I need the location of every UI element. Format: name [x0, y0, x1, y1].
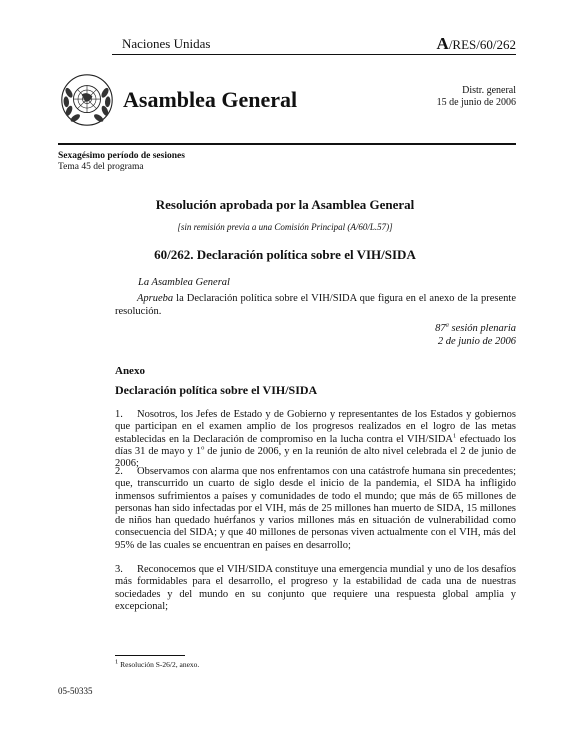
plenary-session	[435, 323, 516, 348]
symbol-prefix: A	[436, 34, 449, 53]
declaration-title: 60/262. Declaración política sobre el VIH/SIDA	[154, 247, 416, 262]
paragraph-1	[115, 409, 516, 470]
plenary-date: 2 de junio de 2006	[437, 335, 516, 347]
footnote	[115, 660, 199, 669]
document-symbol	[437, 34, 516, 54]
footnote-ref: 1	[453, 432, 457, 440]
distribution-label: Distr. general	[462, 85, 516, 96]
approves-paragraph	[115, 293, 516, 318]
footnote-rule	[115, 655, 185, 656]
paragraph-number: 2.	[115, 466, 123, 477]
title-rule	[58, 143, 516, 145]
plenary-number: 87	[435, 323, 446, 334]
assembly-title: Asamblea General	[123, 87, 298, 112]
agenda-item: Tema 45 del programa	[58, 162, 144, 172]
paragraph-text: Nosotros, los Jefes de Estado y de Gobierno y representantes de los Estados y gobiernos que participan en el examen amplio de los progresos realizados en el logro de las metas establecidas en la Declaración de compromiso en la lucha contra el VIH/SIDA	[115, 409, 516, 445]
header-rule	[112, 54, 516, 55]
document-number: 05-50335	[58, 686, 93, 696]
paragraph-text: efectuado los días 31 de mayo y 1	[115, 433, 517, 457]
paragraph-text: de junio de 2006, y en la reunión de alto nivel celebrada el 2 de junio de 2006;	[115, 445, 516, 470]
paragraph-number: 1.	[115, 409, 123, 420]
paragraph-2	[115, 466, 516, 552]
paragraph-text: Observamos con alarma que nos enfrentamos con una catástrofe humana sin precedentes; que, transcurrido un cuarto de siglo desde el inicio de la pandemia, el SIDA ha infligido inmensos sufrimientos a países y comunidades de todo el mundo; que más de 65 millones de personas han sido infectadas por el VIH, más de 25 millones han muerto de SIDA, 15 millones de niños han quedado huérfanos y varios millones más en situación de vulnerabilidad como consecuencia del SIDA; y que 40 millones de personas viven actualmente con el VIH, más del 95% de las cuales se encuentran en países en desarrollo;	[115, 466, 516, 551]
plenary-label: sesión plenaria	[448, 323, 516, 334]
paragraph-number: 3.	[115, 564, 123, 575]
approves-word: Aprueba	[137, 293, 174, 304]
plenary-ordinal: a	[445, 321, 449, 329]
session-info	[58, 151, 185, 173]
footnote-number: 1	[115, 658, 119, 666]
approves-text: la Declaración política sobre el VIH/SIDA que figura en el anexo de la presente resolución.	[115, 293, 516, 317]
annex-label: Anexo	[115, 365, 145, 377]
session-period: Sexagésimo período de sesiones	[58, 151, 185, 161]
un-emblem-icon	[60, 73, 114, 127]
ordinal-sup: o	[201, 444, 205, 452]
footnote-text: Resolución S-26/2, anexo.	[118, 660, 200, 669]
annex-title: Declaración política sobre el VIH/SIDA	[115, 383, 318, 397]
document-date: 15 de junio de 2006	[436, 97, 516, 108]
symbol-rest: /RES/60/262	[448, 37, 516, 52]
distribution-block	[437, 85, 516, 109]
resolution-subtitle: [sin remisión previa a una Comisión Principal (A/60/L.57)]	[177, 222, 393, 232]
paragraph-text: Reconocemos que el VIH/SIDA constituye una emergencia mundial y uno de los desafíos más formidables para el desarrollo, el progreso y la estabilidad de cada una de nuestras sociedades y del mundo en su conjunto que requiere una respuesta global amplia y excepcional;	[115, 564, 516, 612]
assembly-italic: La Asamblea General	[138, 277, 230, 288]
resolution-title: Resolución aprobada por la Asamblea General	[155, 197, 415, 212]
paragraph-3	[115, 564, 516, 613]
organization-name: Naciones Unidas	[122, 36, 211, 51]
